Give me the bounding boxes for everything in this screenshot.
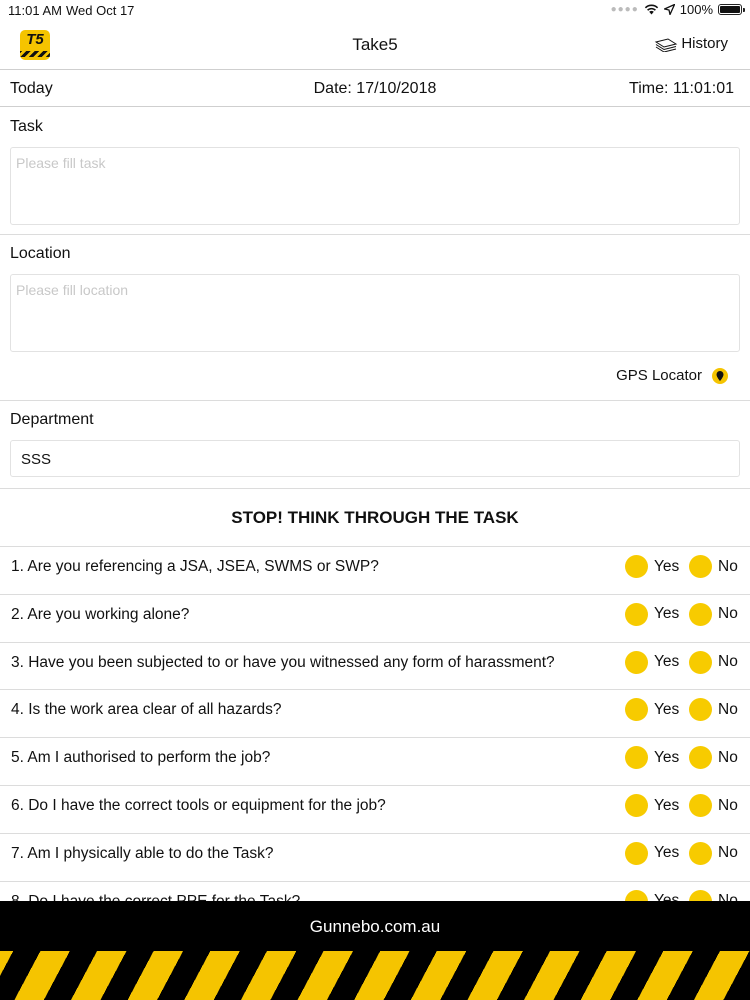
date-display: Date: 17/10/2018: [313, 80, 437, 97]
question-text: 3. Have you been subjected to or have you witnessed any form of harassment?: [11, 653, 555, 671]
page-title: Take5: [352, 35, 398, 54]
battery-icon: [718, 4, 742, 15]
no-option[interactable]: [689, 842, 738, 865]
radio-icon[interactable]: [625, 746, 648, 769]
question-text: 4. Is the work area clear of all hazards?: [11, 701, 282, 719]
today-label: Today: [10, 80, 53, 97]
history-stack-icon: [654, 36, 678, 52]
yes-option[interactable]: [625, 746, 679, 769]
info-bar: [0, 70, 750, 107]
history-button[interactable]: [654, 35, 728, 52]
location-label: Location: [10, 245, 71, 262]
task-input[interactable]: Please fill task: [10, 147, 740, 225]
no-option[interactable]: [689, 603, 738, 626]
gps-locator-button[interactable]: [616, 367, 728, 384]
radio-icon[interactable]: [689, 603, 712, 626]
multitasking-dots-icon: ●●●●: [610, 4, 639, 15]
yes-option[interactable]: [625, 842, 679, 865]
nav-bar: [0, 22, 750, 70]
hazard-stripes: [0, 951, 750, 1000]
radio-icon[interactable]: [625, 555, 648, 578]
question-text: 6. Do I have the correct tools or equipment for the job?: [11, 797, 386, 814]
wifi-icon: [644, 4, 659, 15]
yes-option[interactable]: [625, 603, 679, 626]
department-input[interactable]: SSS: [10, 440, 740, 477]
footer: [0, 901, 750, 1000]
question-row: [0, 737, 750, 785]
task-label: Task: [10, 118, 43, 135]
radio-icon[interactable]: [689, 842, 712, 865]
location-arrow-icon: [664, 4, 675, 15]
footer-link[interactable]: Gunnebo.com.au: [309, 917, 441, 936]
map-pin-icon: [712, 368, 728, 384]
yes-label: Yes: [654, 700, 680, 718]
checklist-title: STOP! THINK THROUGH THE TASK: [231, 508, 519, 527]
no-label: No: [718, 700, 738, 718]
no-label: No: [718, 844, 738, 862]
radio-icon[interactable]: [625, 698, 648, 721]
no-label: No: [718, 796, 738, 814]
radio-icon[interactable]: [625, 794, 648, 817]
question-row: [0, 785, 750, 833]
question-text: 2. Are you working alone?: [11, 605, 190, 623]
question-row: [0, 594, 750, 642]
yes-option[interactable]: [625, 651, 679, 674]
radio-icon[interactable]: [689, 651, 712, 674]
no-label: No: [718, 748, 738, 766]
no-option[interactable]: [689, 651, 738, 674]
radio-icon[interactable]: [625, 651, 648, 674]
no-label: No: [718, 653, 738, 671]
question-row: [0, 689, 750, 737]
status-date: Wed Oct 17: [66, 3, 135, 18]
yes-label: Yes: [654, 605, 680, 623]
question-text: 7. Am I physically able to do the Task?: [11, 844, 274, 862]
department-label: Department: [10, 411, 94, 428]
yes-label: Yes: [654, 796, 680, 814]
divider: [0, 488, 750, 489]
question-text: 5. Am I authorised to perform the job?: [11, 749, 271, 767]
yes-label: Yes: [654, 557, 680, 575]
divider: [0, 234, 750, 235]
yes-label: Yes: [654, 748, 680, 766]
history-label: History: [681, 35, 728, 52]
radio-icon[interactable]: [689, 794, 712, 817]
status-bar: [0, 0, 750, 22]
radio-icon[interactable]: [625, 603, 648, 626]
status-time: 11:01 AM: [8, 3, 62, 18]
radio-icon[interactable]: [689, 555, 712, 578]
radio-icon[interactable]: [689, 698, 712, 721]
radio-icon[interactable]: [689, 746, 712, 769]
yes-option[interactable]: [625, 794, 679, 817]
yes-label: Yes: [654, 653, 680, 671]
no-option[interactable]: [689, 746, 738, 769]
no-label: No: [718, 605, 738, 623]
no-option[interactable]: [689, 555, 738, 578]
battery-percent: 100%: [679, 2, 713, 17]
yes-option[interactable]: [625, 555, 679, 578]
gps-locator-label: GPS Locator: [616, 367, 702, 384]
question-row: [0, 642, 750, 690]
question-text: 1. Are you referencing a JSA, JSEA, SWMS or SWP?: [11, 558, 379, 575]
yes-label: Yes: [654, 844, 680, 862]
divider: [0, 400, 750, 401]
logo-text: T5: [26, 31, 44, 48]
no-label: No: [718, 557, 738, 575]
time-display: Time: 11:01:01: [629, 80, 734, 97]
question-row: [0, 833, 750, 881]
radio-icon[interactable]: [625, 842, 648, 865]
no-option[interactable]: [689, 698, 738, 721]
status-right: [611, 2, 742, 17]
location-input[interactable]: Please fill location: [10, 274, 740, 352]
yes-option[interactable]: [625, 698, 679, 721]
question-row: [0, 546, 750, 594]
no-option[interactable]: [689, 794, 738, 817]
